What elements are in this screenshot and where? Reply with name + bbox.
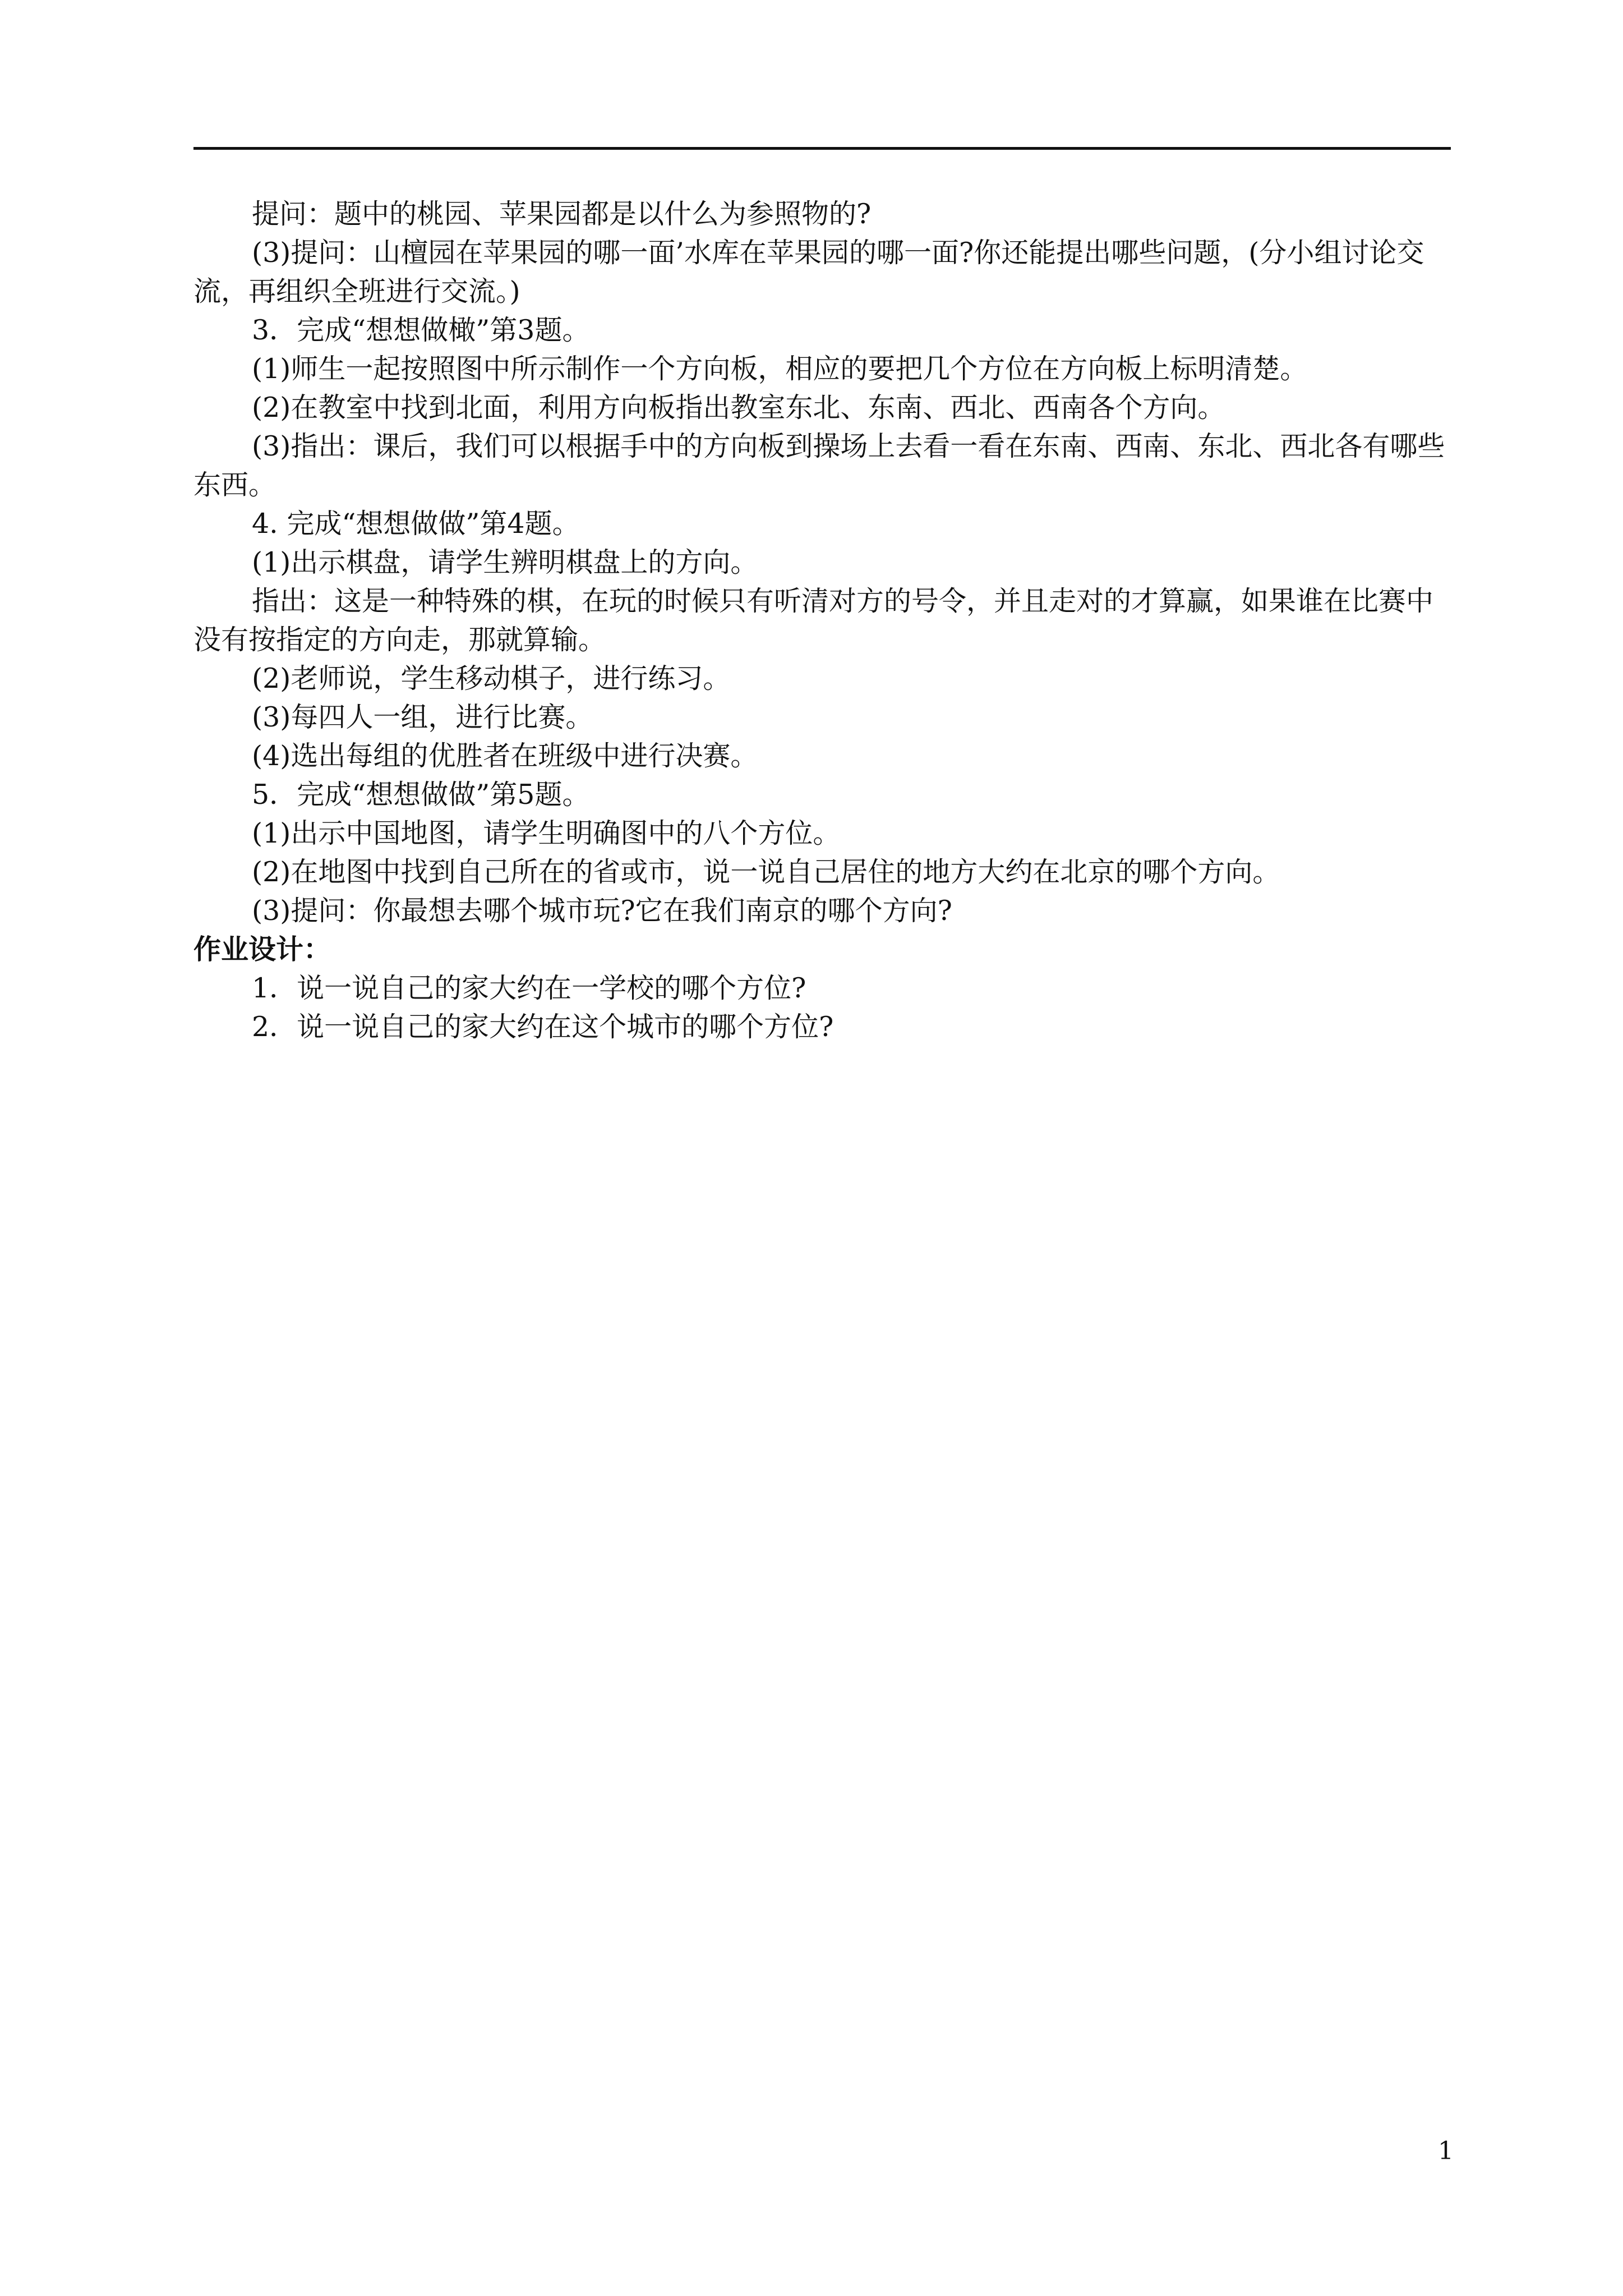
paragraph: (3)提问：山檀园在苹果园的哪一面’水库在苹果园的哪一面?你还能提出哪些问题，(分小组讨论交流，再组织全班进行交流。) — [193, 237, 1424, 307]
paragraph: 3．完成“想想做橄”第3题。 — [252, 314, 590, 346]
header-rule — [193, 147, 1451, 150]
paragraph: (1)出示棋盘，请学生辨明棋盘上的方向。 — [252, 546, 758, 578]
document-body — [193, 195, 1451, 1046]
homework-item: 1．说一说自己的家大约在一学校的哪个方位? — [252, 972, 806, 1004]
paragraph: (1)师生一起按照图中所示制作一个方向板，相应的要把几个方位在方向板上标明清楚。 — [252, 353, 1308, 385]
homework-item: 2．说一说自己的家大约在这个城市的哪个方位? — [252, 1011, 834, 1043]
paragraph: (2)在地图中找到自己所在的省或市，说一说自己居住的地方大约在北京的哪个方向。 — [252, 856, 1280, 888]
paragraph: (2)在教室中找到北面，利用方向板指出教室东北、东南、西北、西南各个方向。 — [252, 392, 1225, 424]
paragraph: (3)提问：你最想去哪个城市玩?它在我们南京的哪个方向? — [252, 895, 952, 927]
paragraph: (1)出示中国地图，请学生明确图中的八个方位。 — [252, 817, 841, 849]
paragraph: (3)指出：课后，我们可以根据手中的方向板到操场上去看一看在东南、西南、东北、西北各有哪些东西。 — [193, 430, 1445, 501]
paragraph: 提问：题中的桃园、苹果园都是以什么为参照物的? — [252, 198, 872, 230]
paragraph: (3)每四人一组，进行比赛。 — [252, 701, 593, 733]
page-number: 1 — [1438, 2137, 1454, 2165]
paragraph: 4. 完成“想想做做”第4题。 — [252, 508, 580, 540]
paragraph: (4)选出每组的优胜者在班级中进行决赛。 — [252, 740, 758, 772]
homework-heading: 作业设计： — [193, 933, 331, 965]
paragraph: 指出：这是一种特殊的棋，在玩的时候只有听清对方的号令，并且走对的才算赢，如果谁在比赛中没有按指定的方向走，那就算输。 — [193, 585, 1434, 656]
paragraph: 5．完成“想想做做”第5题。 — [252, 779, 590, 811]
paragraph: (2)老师说，学生移动棋子，进行练习。 — [252, 662, 731, 694]
